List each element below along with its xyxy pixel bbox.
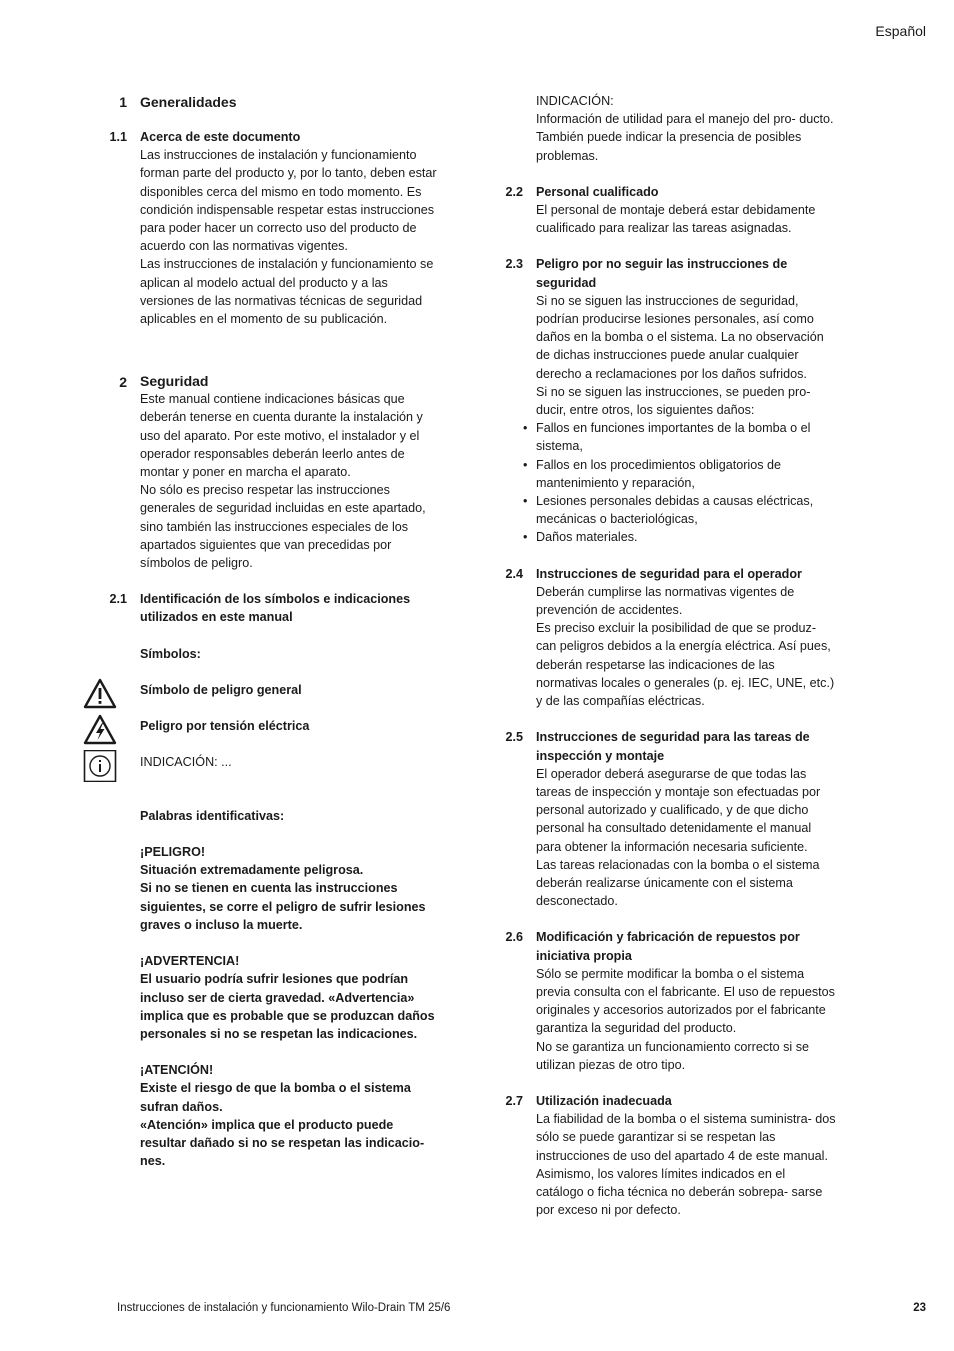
- section-2-7: [505, 1092, 836, 1219]
- paragraph: Las instrucciones de instalación y funcionamiento forman parte del producto y, por lo tanto, deben estar disponibles cerca del mismo en todo momento. Es condición indispensable respetar estas instrucciones para poder hacer un correcto uso del producto de acuerdo con las normativas vigentes.: [140, 148, 437, 254]
- advertencia-text: El usuario podría sufrir lesiones que podrían incluso ser de cierta gravedad. «Advertencia» implica que es probable que se produzcan daños personales si no se respetan las indicaciones.: [140, 972, 435, 1041]
- paragraph: Las instrucciones de instalación y funcionamiento se aplican al modelo actual del producto y a las versiones de las normativas técnicas de seguridad aplicables en el momento de su publicación.: [140, 257, 434, 327]
- list-item: • Daños materiales.: [536, 528, 836, 546]
- section-title: Generalidades: [140, 94, 237, 110]
- section-title: Acerca de este documento: [140, 130, 301, 144]
- section-number: 2.6: [505, 930, 523, 945]
- section-title: Instrucciones de seguridad para el operador: [536, 566, 802, 581]
- section-title: Seguridad: [140, 373, 209, 390]
- list-item: • Fallos en funciones importantes de la bomba o el sistema,: [536, 419, 836, 455]
- atencion-text: Existe el riesgo de que la bomba o el sistema sufran daños.: [140, 1081, 411, 1114]
- section-1: [119, 92, 440, 112]
- advertencia-title: ¡ADVERTENCIA!: [140, 954, 240, 969]
- paragraph: Es preciso excluir la posibilidad de que se produz- can peligros debidos a la energía eléctrica. Así pues, deberán respetarse las indicaciones de las normativas locales o generales (p. ej. IEC, UNE, etc.) y de las compañías eléctricas.: [536, 621, 835, 709]
- symbol-row-general-danger: [140, 681, 440, 717]
- section-number: 2.7: [505, 1093, 523, 1108]
- symbol-row-note: [140, 753, 440, 789]
- peligro-text: Situación extremadamente peligrosa.: [140, 863, 364, 878]
- damage-list: [536, 419, 836, 546]
- section-2: [119, 372, 440, 572]
- atencion-title: ¡ATENCIÓN!: [140, 1063, 214, 1078]
- paragraph: Las tareas relacionadas con la bomba o el sistema deberán realizarse únicamente con el sistema desconectado.: [536, 857, 820, 909]
- symbol-row-electric-danger: [140, 717, 440, 753]
- list-item: • Lesiones personales debidas a causas eléctricas, mecánicas o bacteriológicas,: [536, 492, 836, 528]
- section-1-1: [109, 128, 440, 328]
- section-title: Personal cualificado: [536, 184, 659, 199]
- peligro-title: ¡PELIGRO!: [140, 845, 206, 860]
- indicacion-title: INDICACIÓN:: [536, 94, 614, 108]
- list-item: • Fallos en los procedimientos obligatorios de mantenimiento y reparación,: [536, 456, 836, 492]
- section-number: 2.1: [109, 592, 127, 607]
- footer-document-title: Instrucciones de instalación y funcionamiento Wilo-Drain TM 25/6: [117, 1302, 451, 1314]
- left-column: [109, 92, 440, 1170]
- paragraph: Este manual contiene indicaciones básicas que deberán tenerse en cuenta durante la instalación y uso del aparato. Por este motivo, el instalador y el operador responsables deberán leerlo antes de montar y poner en marcha el aparato.: [140, 392, 423, 480]
- symbol-label: INDICACIÓN: ...: [140, 754, 232, 769]
- section-2-2: [505, 183, 836, 238]
- paragraph: No sólo es preciso respetar las instrucciones generales de seguridad incluidas en este apartado, sino también las instrucciones especiales de los apartados siguientes que van precedidas por símbolos de peligro.: [140, 483, 426, 571]
- paragraph: Si no se siguen las instrucciones, se pueden pro- ducir, entre otros, los siguientes daños:: [536, 384, 811, 418]
- section-title: Identificación de los símbolos e indicaciones utilizados en este manual: [140, 592, 411, 625]
- paragraph: El operador deberá asegurarse de que todas las tareas de inspección y montaje son efectuadas por personal autorizado y cualificado, y de que dicho personal ha consultado detenidamente el manual para obtener la información necesaria suficiente.: [536, 766, 821, 854]
- header-language: Español: [875, 23, 926, 39]
- section-2-1: [109, 590, 440, 1170]
- section-title: Utilización inadecuada: [536, 1093, 672, 1108]
- electric-hazard-icon: [83, 714, 117, 746]
- section-title: Modificación y fabricación de repuestos por iniciativa propia: [536, 930, 800, 963]
- paragraph: Deberán cumplirse las normativas vigentes de prevención de accidentes.: [536, 584, 795, 618]
- paragraph: Sólo se permite modificar la bomba o el sistema previa consulta con el fabricante. El uso de repuestos originales y accesorios autorizados por el fabricante garantiza la seguridad del producto.: [536, 966, 835, 1036]
- peligro-text-2: Si no se tienen en cuenta las instrucciones siguientes, se corre el peligro de sufrir lesiones graves o incluso la muerte.: [140, 881, 426, 932]
- section-title: Instrucciones de seguridad para las tareas de inspección y montaje: [536, 730, 810, 763]
- indicacion-text: Información de utilidad para el manejo del pro- ducto. También puede indicar la presencia de posibles problemas.: [536, 112, 834, 163]
- symbol-label: Símbolo de peligro general: [140, 682, 302, 697]
- section-number: 2.5: [505, 730, 523, 745]
- page-number: 23: [913, 1302, 926, 1314]
- section-number: 2.3: [505, 257, 523, 272]
- section-title: Peligro por no seguir las instrucciones de seguridad: [536, 257, 788, 290]
- section-2-4: [505, 565, 836, 711]
- paragraph: El personal de montaje deberá estar debidamente cualificado para realizar las tareas asignadas.: [536, 203, 816, 236]
- section-number: 2.2: [505, 184, 523, 199]
- signal-words-heading: Palabras identificativas:: [140, 808, 285, 823]
- right-column: [505, 92, 836, 1219]
- warning-triangle-icon: [83, 678, 117, 710]
- section-number: 1: [119, 94, 127, 110]
- section-number: 2.4: [505, 566, 523, 581]
- info-icon: [83, 750, 117, 782]
- section-2-6: [505, 928, 836, 1074]
- paragraph: Si no se siguen las instrucciones de seguridad, podrían producirse lesiones personales, así como daños en la bomba o el sistema. La no observación de dichas instrucciones puede anular cualquier derecho a reclamaciones por los daños sufridos.: [536, 293, 824, 381]
- atencion-text-2: «Atención» implica que el producto puede resultar dañado si no se respetan las indicacio- nes.: [140, 1117, 425, 1169]
- symbol-label: Peligro por tensión eléctrica: [140, 718, 310, 733]
- indicacion-block: [536, 92, 836, 165]
- paragraph: La fiabilidad de la bomba o el sistema suministra- dos sólo se puede garantizar si se respetan las instrucciones de uso del apartado 4 de este manual. Asimismo, los valores límites indicados en el catálogo o ficha técnica no deberán sobrepa- sarse por exceso ni por defecto.: [536, 1112, 836, 1218]
- section-2-5: [505, 728, 836, 910]
- symbols-heading: Símbolos:: [140, 646, 201, 661]
- section-2-3: [505, 255, 836, 546]
- paragraph: No se garantiza un funcionamiento correcto si se utilizan piezas de otro tipo.: [536, 1039, 810, 1072]
- section-number: 2: [119, 374, 127, 391]
- section-number: 1.1: [109, 130, 127, 144]
